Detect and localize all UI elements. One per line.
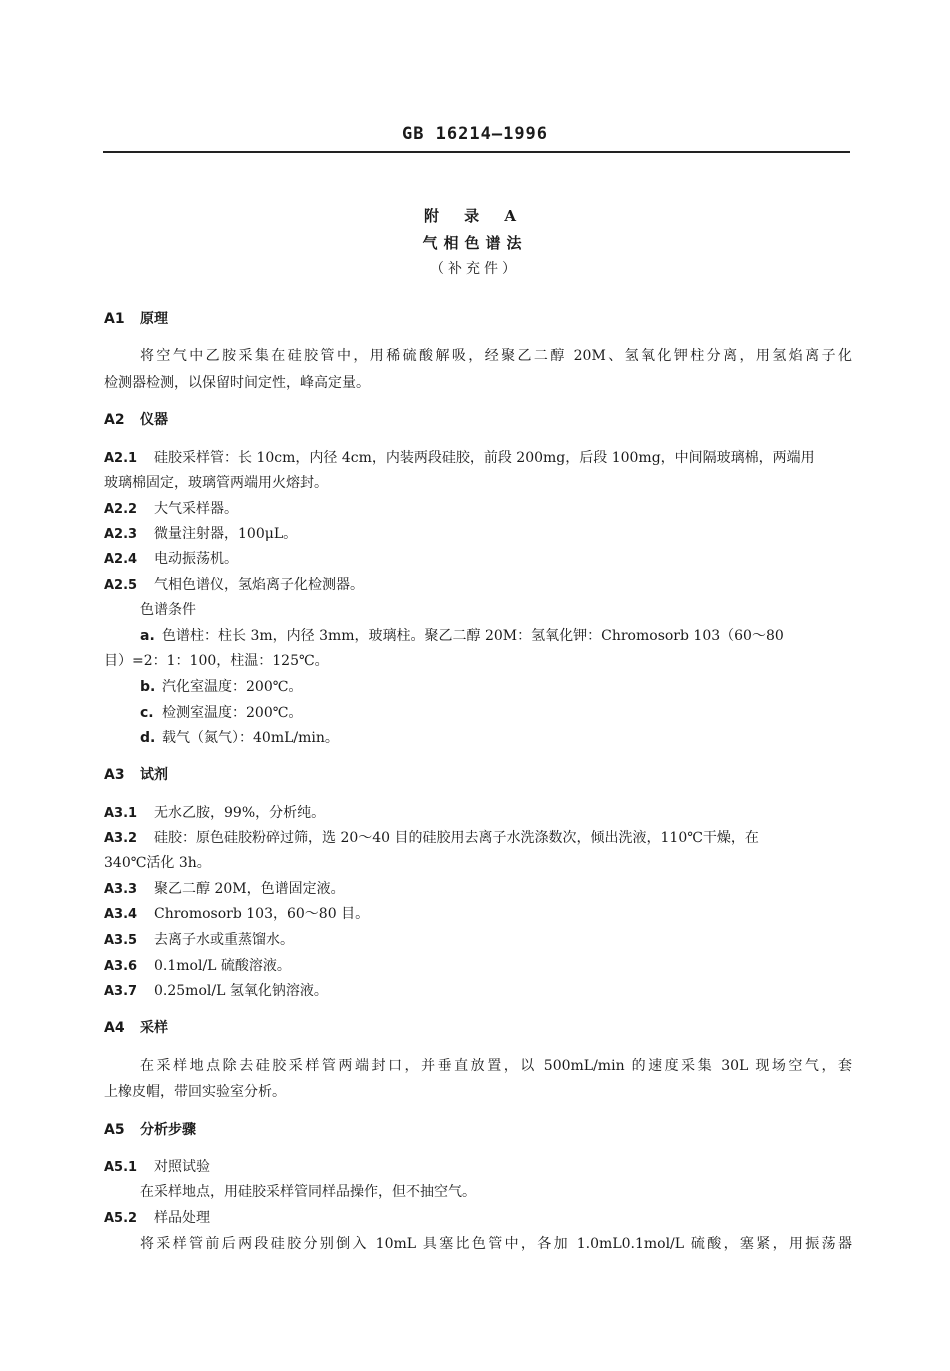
paragraph-line: 在采样地点，用硅胶采样管同样品操作，但不抽空气。 xyxy=(140,1184,476,1200)
item-text: 0.25mol/L 氢氧化钠溶液。 xyxy=(154,983,328,999)
item-number: A5.2 xyxy=(104,1211,138,1226)
condition-text: 载气（氮气）：40mL/min。 xyxy=(162,730,339,746)
appendix-subtitle: （补充件） xyxy=(430,261,520,277)
paragraph-line: 将空气中乙胺采集在硅胶管中，用稀硫酸解吸，经聚乙二醇 20M、氢氧化钾柱分离，用氢焰离子化 xyxy=(140,348,852,364)
list-item xyxy=(104,1208,210,1229)
item-number: A2.4 xyxy=(104,552,138,567)
paragraph-line: 在采样地点除去硅胶采样管两端封口，并垂直放置，以 500mL/min 的速度采集 30L 现场空气，套 xyxy=(140,1058,852,1074)
item-text: 无水乙胺，99%，分析纯。 xyxy=(154,805,326,821)
item-text: 0.1mol/L 硫酸溶液。 xyxy=(154,958,291,974)
section-number: A5 xyxy=(104,1122,125,1138)
item-number: A3.3 xyxy=(104,882,138,897)
section-a1-heading xyxy=(104,309,168,329)
item-text: 气相色谱仪，氢焰离子化检测器。 xyxy=(154,577,364,593)
section-a2-heading xyxy=(104,410,168,430)
condition-text-continued: 目）=2：1：100，柱温：125℃。 xyxy=(104,653,329,669)
list-item xyxy=(104,904,369,925)
item-text: 对照试验 xyxy=(154,1159,210,1175)
item-number: A2.1 xyxy=(104,451,138,466)
item-text: 电动振荡机。 xyxy=(154,551,238,567)
list-item xyxy=(104,448,815,469)
list-item xyxy=(104,981,328,1002)
list-item xyxy=(104,879,345,900)
paragraph-line: 上橡皮帽，带回实验室分析。 xyxy=(104,1084,286,1100)
list-item xyxy=(104,930,294,951)
section-number: A4 xyxy=(104,1020,125,1036)
condition-label: c. xyxy=(140,705,154,721)
condition-item xyxy=(140,626,784,646)
item-number: A3.1 xyxy=(104,806,138,821)
list-item xyxy=(104,499,238,520)
item-text-continued: 340℃活化 3h。 xyxy=(104,855,211,871)
condition-item xyxy=(140,728,339,748)
item-text: 微量注射器，100μL。 xyxy=(154,526,298,542)
item-number: A3.5 xyxy=(104,933,138,948)
item-text: 硅胶采样管：长 10cm，内径 4cm，内装两段硅胶，前段 200mg，后段 100mg，中间隔玻璃棉，两端用 xyxy=(154,450,815,466)
section-number: A1 xyxy=(104,311,125,327)
section-number: A3 xyxy=(104,767,125,783)
item-text: 硅胶：原色硅胶粉碎过筛，选 20～40 目的硅胶用去离子水洗涤数次，倾出洗液，110℃干燥，在 xyxy=(154,830,759,846)
item-text: Chromosorb 103，60～80 目。 xyxy=(154,906,370,922)
condition-text: 检测室温度：200℃。 xyxy=(162,705,303,721)
section-title: 采样 xyxy=(140,1020,168,1036)
section-a5-heading xyxy=(104,1120,196,1140)
section-title: 分析步骤 xyxy=(140,1122,196,1138)
item-text: 聚乙二醇 20M，色谱固定液。 xyxy=(154,881,345,897)
condition-item xyxy=(140,703,302,723)
item-text: 大气采样器。 xyxy=(154,501,238,517)
section-number: A2 xyxy=(104,412,125,428)
condition-item xyxy=(140,677,302,697)
conditions-title: 色谱条件 xyxy=(140,602,196,618)
item-number: A2.2 xyxy=(104,502,138,517)
item-number: A3.6 xyxy=(104,959,138,974)
standard-code: GB 16214—1996 xyxy=(401,124,549,144)
paragraph-line: 将采样管前后两段硅胶分别倒入 10mL 具塞比色管中，各加 1.0mL0.1mol/L 硫酸，塞紧，用振荡器 xyxy=(140,1236,852,1252)
list-item xyxy=(104,828,759,849)
item-number: A3.2 xyxy=(104,831,138,846)
item-number: A3.4 xyxy=(104,907,138,922)
item-number: A3.7 xyxy=(104,984,138,999)
list-item xyxy=(104,575,364,596)
header-rule xyxy=(103,151,850,153)
condition-text: 汽化室温度：200℃。 xyxy=(162,679,303,695)
list-item xyxy=(104,803,325,824)
section-a4-heading xyxy=(104,1018,168,1038)
paragraph-line: 检测器检测，以保留时间定性，峰高定量。 xyxy=(104,375,370,391)
condition-label: d. xyxy=(140,730,156,746)
list-item xyxy=(104,1157,210,1178)
section-title: 试剂 xyxy=(140,767,168,783)
item-text: 去离子水或重蒸馏水。 xyxy=(154,932,294,948)
section-title: 仪器 xyxy=(140,412,168,428)
item-text: 样品处理 xyxy=(154,1210,210,1226)
list-item xyxy=(104,956,291,977)
section-title: 原理 xyxy=(140,311,168,327)
item-number: A2.3 xyxy=(104,527,138,542)
list-item xyxy=(104,524,297,545)
list-item xyxy=(104,549,238,570)
condition-text: 色谱柱：柱长 3m，内径 3mm，玻璃柱。聚乙二醇 20M：氢氧化钾：Chromosorb 103（60～80 xyxy=(162,628,784,644)
condition-label: a. xyxy=(140,628,155,644)
appendix-label: 附 录 A xyxy=(423,207,527,225)
item-text-continued: 玻璃棉固定，玻璃管两端用火熔封。 xyxy=(104,475,328,491)
section-a3-heading xyxy=(104,765,168,785)
item-number: A5.1 xyxy=(104,1160,138,1175)
appendix-title: 气相色谱法 xyxy=(422,234,528,252)
condition-label: b. xyxy=(140,679,156,695)
item-number: A2.5 xyxy=(104,578,138,593)
